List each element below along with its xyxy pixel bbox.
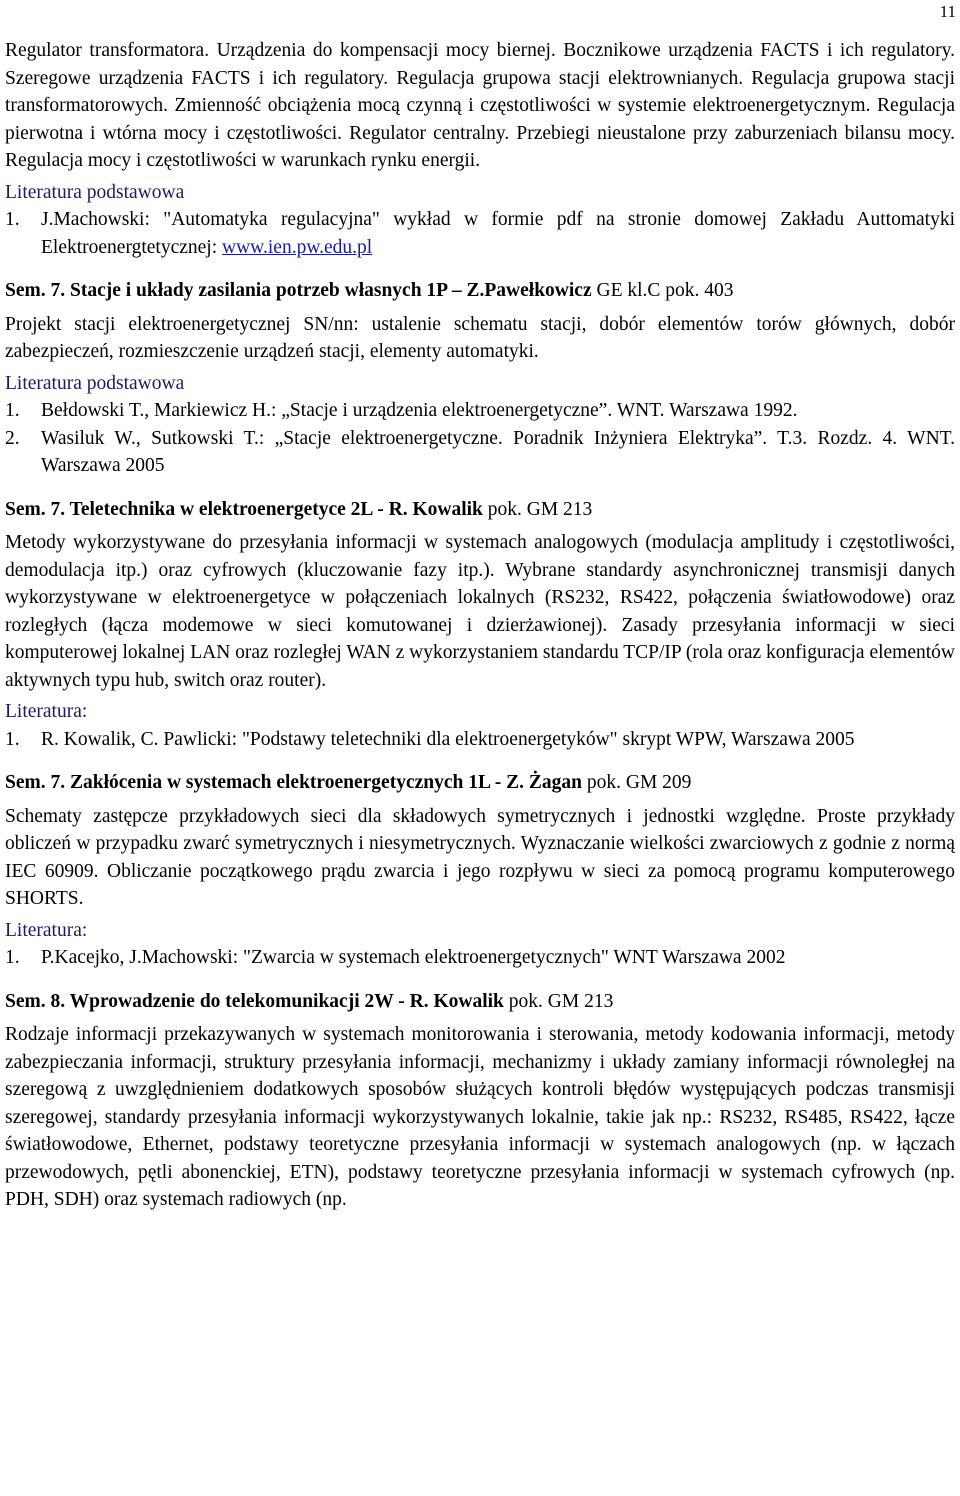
literature-item (5, 944, 955, 972)
course-description: Metody wykorzystywane do przesyłania informacji w systemach analogowych (modulacja amplitudy i częstotliwości, demodulacja itp.) oraz cyfrowych (kluczowanie fazy itp.). Wybrane standardy asynchronicznej transmisji danych wykorzystywane w elektroenergetyce w połączeniach lokalnych (RS232, RS422, połączenia światłowodowe) oraz rozległych (łącza modemowe w sieci komutowanej i dzierżawionej). Zasady przesyłania informacji w sieci komputerowej lokalnej LAN oraz rozległej WAN z wykorzystaniem standardu TCP/IP (rola oraz konfiguracja elementów aktywnych typu hub, switch oraz router). (5, 532, 955, 691)
course-room: GE kl.C pok. 403 (591, 280, 734, 301)
course-room: pok. GM 209 (582, 772, 692, 793)
literature-heading: Literatura podstawowa (5, 372, 185, 394)
course-title: Sem. 8. Wprowadzenie do telekomunikacji 2W - R. Kowalik (5, 990, 504, 1012)
item-number: 1. (5, 209, 20, 230)
literature-item (5, 726, 955, 754)
intro-literature-heading: Literatura podstawowa (5, 181, 185, 203)
literature-heading: Literatura: (5, 919, 88, 941)
literature-heading: Literatura: (5, 701, 88, 722)
literature-item (5, 425, 955, 480)
item-number: 1. (5, 400, 20, 421)
literature-list (5, 397, 955, 480)
course-heading-zaklocenia (5, 769, 955, 797)
course-description: Schematy zastępcze przykładowych sieci dla składowych symetrycznych i jednostki względne. Proste przykłady obliczeń w przypadku zwarć symetrycznych i niesymetrycznych. Wyznaczanie wielkości zwarciowych z godnie z normą IEC 60909. Obliczanie początkowego prądu zwarcia i jego rozpływu w sieci za pomocą programu komputerowego SHORTS. (5, 805, 955, 909)
course-heading-teletechnika (5, 496, 955, 524)
course-description: Rodzaje informacji przekazywanych w systemach monitorowania i sterowania, metody kodowania informacji, metody zabezpieczania informacji, struktury przesyłania informacji, mechanizmy i układy zamiany informacji równoległej na szeregową z uwzględnieniem dodatkowych sposobów służących kontroli błędów występujących podczas transmisji szeregowej, standardy przesyłania informacji wykorzystywanych lokalnie, takie jak np.: RS232, RS485, RS422, łącze światłowodowe, Ethernet, podstawy teoretyczne przesyłania informacji w systemach analogowych (np. w łączach przewodowych, pętli abonenckiej, ETN), podstawy teoretyczne przesyłania informacji w systemach cyfrowych (np. PDH, SDH) oraz systemach radiowych (np. (5, 1024, 955, 1210)
item-text: Wasiluk W., Sutkowski T.: „Stacje elektroenergetyczne. Poradnik Inżyniera Elektryka”. T.3. Rozdz. 4. WNT. Warszawa 2005 (41, 427, 955, 476)
course-description: Projekt stacji elektroenergetycznej SN/nn: ustalenie schematu stacji, dobór elementów torów głównych, dobór zabezpieczeń, rozmieszczenie urządzeń stacji, elementy automatyki. (5, 313, 955, 362)
item-number: 1. (5, 728, 20, 750)
course-heading-stacje (5, 277, 955, 305)
literature-list (5, 726, 955, 754)
course-heading-telekomunikacja (5, 988, 955, 1016)
item-number: 2. (5, 427, 20, 449)
item-text: J.Machowski: "Automatyka regulacyjna" wykład w formie pdf na stronie domowej Zakładu Auttomatyki Elektroenergtetycznej: (41, 209, 955, 258)
item-text: Bełdowski T., Markiewicz H.: „Stacje i urządzenia elektroenergetyczne”. WNT. Warszawa 1992. (41, 400, 798, 421)
course-room: pok. GM 213 (503, 990, 614, 1012)
page-content (5, 37, 955, 1214)
course-room: pok. GM 213 (482, 498, 593, 520)
item-number: 1. (5, 947, 20, 968)
intro-literature-item (5, 206, 955, 261)
course-title: Sem. 7. Stacje i układy zasilania potrzeb własnych 1P – Z.Pawełkowicz (5, 280, 592, 301)
page-number: 11 (939, 2, 956, 21)
literature-list (5, 944, 955, 972)
course-title: Sem. 7. Teletechnika w elektroenergetyce 2L - R. Kowalik (5, 498, 483, 520)
item-text: P.Kacejko, J.Machowski: "Zwarcia w systemach elektroenergetycznych" WNT Warszawa 2002 (41, 947, 786, 968)
intro-paragraph: Regulator transformatora. Urządzenia do kompensacji mocy biernej. Bocznikowe urządzenia FACTS i ich regulatory. Szeregowe urządzenia FACTS i ich regulatory. Regulacja grupowa stacji elektrownianych. Regulacja grupowa stacji transformatorowych. Zmienność obciążenia mocą czynną i częstotliwości w systemie elektroenergetycznym. Regulacja pierwotna i wtórna mocy i częstotliwości. Regulator centralny. Przebiegi nieustalone przy zaburzeniach bilansu mocy. Regulacja mocy i częstotliwości w warunkach rynku energii. (5, 40, 955, 171)
course-title: Sem. 7. Zakłócenia w systemach elektroenergetycznych 1L - Z. Żagan (5, 772, 583, 793)
item-text: R. Kowalik, C. Pawlicki: "Podstawy teletechniki dla elektroenergetyków" skrypt WPW, Warszawa 2005 (41, 728, 855, 750)
intro-literature-list (5, 206, 955, 261)
ien-link[interactable]: www.ien.pw.edu.pl (222, 236, 373, 258)
literature-item (5, 397, 955, 425)
